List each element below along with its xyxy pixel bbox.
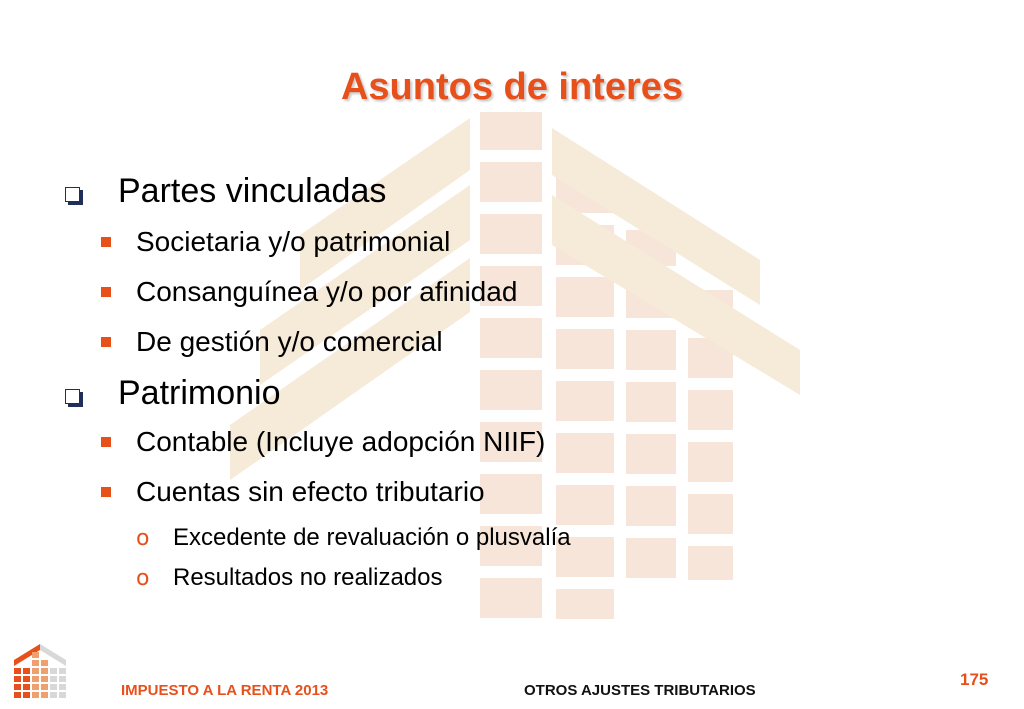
list-item: Consanguínea y/o por afinidad [136,276,518,307]
footer-center-text: OTROS AJUSTES TRIBUTARIOS [524,682,756,699]
circle-bullet-icon: o [136,566,150,591]
company-logo-icon [10,640,68,704]
list-item: Contable (Incluye adopción NIIF) [136,426,546,457]
square-bullet-icon [101,487,111,497]
square-bullet-icon [101,437,111,447]
square-bullet-icon [101,287,111,297]
square-bullet-icon [101,237,111,247]
section-heading-patrimonio: Patrimonio [118,374,281,412]
square-shadow-bullet-icon [65,187,80,202]
square-shadow-bullet-icon [65,389,80,404]
footer-left-text: IMPUESTO A LA RENTA 2013 [121,682,329,699]
circle-bullet-icon: o [136,526,150,551]
sub-list-item: Excedente de revaluación o plusvalía [173,524,571,551]
page-number: 175 [960,670,989,689]
square-bullet-icon [101,337,111,347]
list-item: Societaria y/o patrimonial [136,226,451,257]
sub-list-item: Resultados no realizados [173,564,443,591]
section-heading-partes-vinculadas: Partes vinculadas [118,172,387,210]
slide-title: Asuntos de interes [340,66,684,108]
list-item: Cuentas sin efecto tributario [136,476,485,507]
list-item: De gestión y/o comercial [136,326,443,357]
